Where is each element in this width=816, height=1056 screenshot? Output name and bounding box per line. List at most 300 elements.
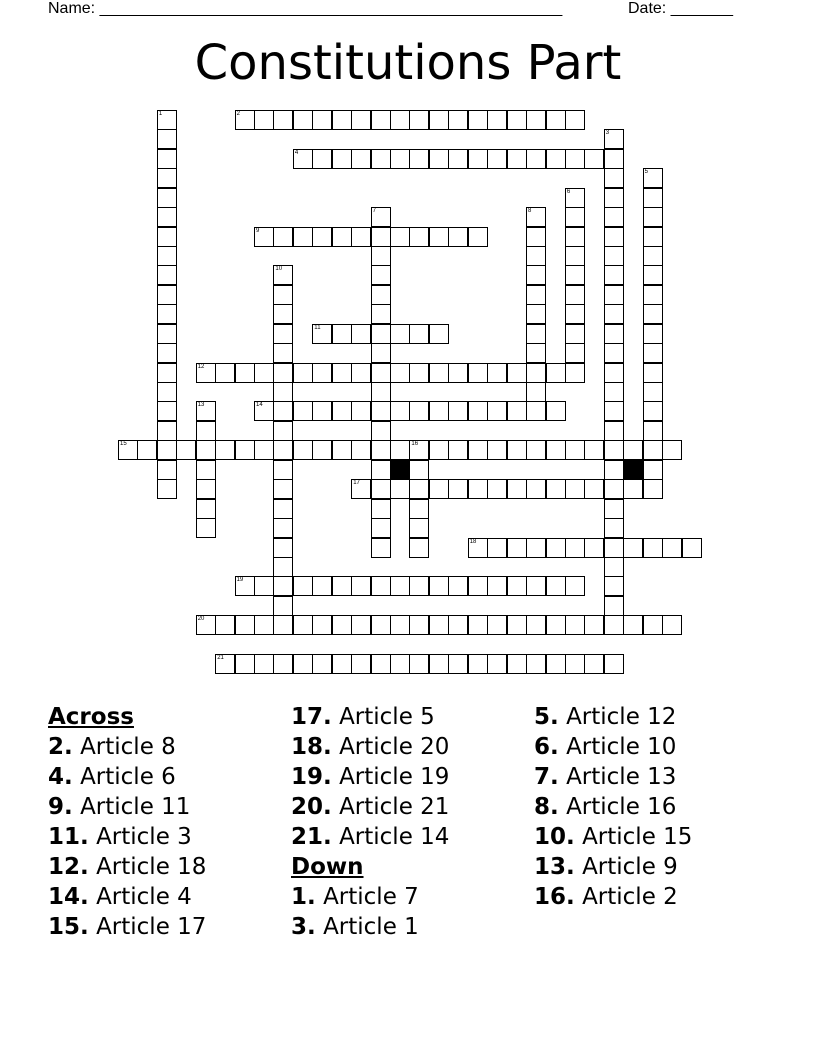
grid-cell[interactable] (293, 654, 313, 674)
grid-cell[interactable] (157, 129, 177, 149)
grid-cell[interactable] (215, 615, 235, 635)
grid-cell[interactable] (526, 382, 546, 402)
grid-cell[interactable] (468, 401, 488, 421)
grid-cell[interactable] (390, 110, 410, 130)
grid-cell[interactable] (273, 576, 293, 596)
grid-cell[interactable] (332, 615, 352, 635)
grid-cell[interactable] (409, 110, 429, 130)
grid-cell[interactable] (604, 324, 624, 344)
grid-cell[interactable] (312, 654, 332, 674)
grid-cell[interactable] (468, 149, 488, 169)
grid-cell[interactable] (157, 304, 177, 324)
grid-cell[interactable] (157, 401, 177, 421)
grid-cell[interactable] (254, 615, 274, 635)
grid-cell[interactable] (507, 149, 527, 169)
grid-cell[interactable] (351, 227, 371, 247)
grid-cell[interactable] (468, 110, 488, 130)
grid-cell[interactable] (273, 538, 293, 558)
grid-cell[interactable] (273, 343, 293, 363)
grid-cell[interactable] (604, 557, 624, 577)
grid-cell[interactable] (526, 479, 546, 499)
grid-cell[interactable] (390, 401, 410, 421)
grid-cell[interactable] (312, 401, 332, 421)
grid-cell[interactable] (565, 227, 585, 247)
grid-cell[interactable] (312, 615, 332, 635)
grid-cell[interactable] (468, 654, 488, 674)
grid-cell[interactable] (157, 382, 177, 402)
grid-cell[interactable] (468, 227, 488, 247)
grid-cell[interactable] (507, 538, 527, 558)
grid-cell[interactable] (273, 401, 293, 421)
grid-cell[interactable] (371, 363, 391, 383)
grid-cell[interactable] (682, 538, 702, 558)
grid-cell[interactable] (371, 479, 391, 499)
grid-cell[interactable] (371, 246, 391, 266)
grid-cell[interactable] (643, 207, 663, 227)
grid-cell[interactable] (643, 382, 663, 402)
grid-cell[interactable] (623, 440, 643, 460)
grid-cell[interactable] (468, 363, 488, 383)
grid-cell[interactable] (409, 324, 429, 344)
grid-cell[interactable] (351, 440, 371, 460)
grid-cell[interactable] (332, 576, 352, 596)
grid-cell[interactable] (604, 654, 624, 674)
grid-cell[interactable] (332, 110, 352, 130)
grid-cell[interactable] (526, 363, 546, 383)
grid-cell[interactable] (487, 479, 507, 499)
grid-cell[interactable] (371, 421, 391, 441)
grid-cell[interactable] (643, 246, 663, 266)
grid-cell[interactable] (565, 440, 585, 460)
grid-cell[interactable] (643, 324, 663, 344)
grid-cell[interactable] (604, 499, 624, 519)
grid-cell[interactable] (293, 227, 313, 247)
grid-cell[interactable] (546, 110, 566, 130)
grid-cell[interactable] (662, 538, 682, 558)
grid-cell[interactable] (332, 149, 352, 169)
grid-cell[interactable] (351, 324, 371, 344)
grid-cell[interactable] (273, 304, 293, 324)
grid-cell[interactable] (429, 440, 449, 460)
grid-cell[interactable] (604, 207, 624, 227)
grid-cell[interactable] (273, 110, 293, 130)
grid-cell[interactable] (565, 615, 585, 635)
grid-cell[interactable] (448, 227, 468, 247)
grid-cell[interactable] (196, 499, 216, 519)
grid-cell[interactable] (584, 149, 604, 169)
grid-cell[interactable] (623, 538, 643, 558)
grid-cell[interactable] (604, 265, 624, 285)
grid-cell[interactable] (448, 110, 468, 130)
grid-cell[interactable] (409, 149, 429, 169)
grid-cell[interactable] (273, 382, 293, 402)
grid-cell[interactable] (215, 363, 235, 383)
grid-cell[interactable] (157, 168, 177, 188)
grid-cell[interactable] (429, 576, 449, 596)
grid-cell[interactable] (273, 479, 293, 499)
grid-cell[interactable] (526, 401, 546, 421)
grid-cell[interactable] (643, 401, 663, 421)
grid-cell[interactable] (487, 576, 507, 596)
grid-cell[interactable] (390, 615, 410, 635)
grid-cell[interactable] (293, 576, 313, 596)
grid-cell[interactable] (604, 401, 624, 421)
grid-cell[interactable] (468, 479, 488, 499)
grid-cell[interactable] (565, 285, 585, 305)
grid-cell[interactable] (604, 576, 624, 596)
grid-cell[interactable] (546, 615, 566, 635)
grid-cell[interactable] (312, 363, 332, 383)
grid-cell[interactable] (332, 654, 352, 674)
grid-cell[interactable] (643, 460, 663, 480)
grid-cell[interactable] (565, 110, 585, 130)
grid-cell[interactable] (507, 363, 527, 383)
grid-cell[interactable] (565, 479, 585, 499)
grid-cell[interactable] (507, 615, 527, 635)
grid-cell[interactable] (254, 654, 274, 674)
grid-cell[interactable] (487, 110, 507, 130)
grid-cell[interactable] (546, 654, 566, 674)
grid-cell[interactable] (273, 324, 293, 344)
grid-cell[interactable] (468, 615, 488, 635)
grid-cell[interactable] (429, 363, 449, 383)
grid-cell[interactable] (623, 615, 643, 635)
grid-cell[interactable] (604, 227, 624, 247)
grid-cell[interactable] (643, 227, 663, 247)
grid-cell[interactable] (351, 363, 371, 383)
grid-cell[interactable] (273, 557, 293, 577)
grid-cell[interactable] (273, 460, 293, 480)
grid-cell[interactable] (448, 615, 468, 635)
grid-cell[interactable] (390, 654, 410, 674)
grid-cell[interactable] (643, 343, 663, 363)
grid-cell[interactable] (526, 110, 546, 130)
grid-cell[interactable] (409, 538, 429, 558)
grid-cell[interactable] (137, 440, 157, 460)
grid-cell[interactable] (157, 440, 177, 460)
grid-cell[interactable] (487, 440, 507, 460)
grid-cell[interactable] (196, 518, 216, 538)
grid-cell[interactable] (371, 654, 391, 674)
grid-cell[interactable] (507, 110, 527, 130)
grid-cell[interactable] (429, 615, 449, 635)
grid-cell[interactable] (584, 654, 604, 674)
grid-cell[interactable] (273, 285, 293, 305)
grid-cell[interactable] (332, 227, 352, 247)
grid-cell[interactable] (546, 479, 566, 499)
grid-cell[interactable] (448, 576, 468, 596)
grid-cell[interactable] (235, 440, 255, 460)
grid-cell[interactable] (312, 440, 332, 460)
grid-cell[interactable] (371, 110, 391, 130)
grid-cell[interactable] (429, 654, 449, 674)
grid-cell[interactable] (409, 499, 429, 519)
grid-cell[interactable] (604, 149, 624, 169)
grid-cell[interactable] (409, 363, 429, 383)
grid-cell[interactable] (409, 479, 429, 499)
grid-cell[interactable] (293, 401, 313, 421)
grid-cell[interactable] (604, 188, 624, 208)
grid-cell[interactable] (429, 227, 449, 247)
grid-cell[interactable] (487, 654, 507, 674)
grid-cell[interactable] (507, 401, 527, 421)
grid-cell[interactable] (371, 149, 391, 169)
grid-cell[interactable] (565, 304, 585, 324)
grid-cell[interactable] (157, 149, 177, 169)
grid-cell[interactable] (371, 538, 391, 558)
grid-cell[interactable] (293, 363, 313, 383)
grid-cell[interactable] (526, 265, 546, 285)
grid-cell[interactable] (157, 343, 177, 363)
grid-cell[interactable] (565, 654, 585, 674)
grid-cell[interactable] (565, 576, 585, 596)
grid-cell[interactable] (332, 324, 352, 344)
grid-cell[interactable] (157, 363, 177, 383)
grid-cell[interactable] (293, 615, 313, 635)
grid-cell[interactable] (390, 440, 410, 460)
grid-cell[interactable] (332, 401, 352, 421)
grid-cell[interactable] (487, 401, 507, 421)
grid-cell[interactable] (448, 363, 468, 383)
grid-cell[interactable] (196, 460, 216, 480)
grid-cell[interactable] (409, 460, 429, 480)
grid-cell[interactable] (273, 615, 293, 635)
grid-cell[interactable] (351, 110, 371, 130)
grid-cell[interactable] (409, 518, 429, 538)
grid-cell[interactable] (643, 285, 663, 305)
grid-cell[interactable] (351, 615, 371, 635)
grid-cell[interactable] (604, 479, 624, 499)
grid-cell[interactable] (312, 110, 332, 130)
grid-cell[interactable] (273, 421, 293, 441)
grid-cell[interactable] (643, 538, 663, 558)
grid-cell[interactable] (643, 615, 663, 635)
grid-cell[interactable] (643, 304, 663, 324)
grid-cell[interactable] (546, 440, 566, 460)
grid-cell[interactable] (604, 285, 624, 305)
grid-cell[interactable] (526, 285, 546, 305)
grid-cell[interactable] (526, 324, 546, 344)
grid-cell[interactable] (273, 227, 293, 247)
grid-cell[interactable] (584, 479, 604, 499)
grid-cell[interactable] (176, 440, 196, 460)
grid-cell[interactable] (526, 440, 546, 460)
grid-cell[interactable] (273, 654, 293, 674)
grid-cell[interactable] (604, 246, 624, 266)
grid-cell[interactable] (604, 615, 624, 635)
grid-cell[interactable] (371, 576, 391, 596)
grid-cell[interactable] (507, 654, 527, 674)
grid-cell[interactable] (623, 479, 643, 499)
grid-cell[interactable] (235, 654, 255, 674)
grid-cell[interactable] (448, 440, 468, 460)
grid-cell[interactable] (604, 304, 624, 324)
grid-cell[interactable] (371, 499, 391, 519)
grid-cell[interactable] (565, 343, 585, 363)
grid-cell[interactable] (507, 479, 527, 499)
clue-number: 21 (217, 655, 224, 661)
grid-cell[interactable] (448, 149, 468, 169)
grid-cell[interactable] (584, 440, 604, 460)
grid-cell[interactable] (565, 363, 585, 383)
grid-cell[interactable] (409, 615, 429, 635)
grid-cell[interactable] (429, 324, 449, 344)
grid-cell[interactable] (643, 421, 663, 441)
grid-cell[interactable] (604, 168, 624, 188)
grid-cell[interactable] (371, 615, 391, 635)
grid-cell[interactable] (584, 538, 604, 558)
grid-cell[interactable] (196, 440, 216, 460)
grid-cell[interactable] (254, 363, 274, 383)
grid-cell[interactable] (351, 401, 371, 421)
grid-cell[interactable] (273, 440, 293, 460)
grid-cell[interactable] (604, 460, 624, 480)
grid-cell[interactable] (409, 401, 429, 421)
grid-cell[interactable] (429, 479, 449, 499)
grid-cell[interactable] (487, 149, 507, 169)
grid-cell[interactable] (196, 479, 216, 499)
grid-cell[interactable] (371, 401, 391, 421)
grid-cell[interactable] (390, 576, 410, 596)
grid-cell[interactable] (157, 227, 177, 247)
grid-cell[interactable] (507, 576, 527, 596)
grid-cell[interactable] (429, 110, 449, 130)
grid-cell[interactable] (604, 421, 624, 441)
grid-cell[interactable] (157, 324, 177, 344)
grid-cell[interactable] (604, 363, 624, 383)
grid-cell[interactable] (604, 382, 624, 402)
grid-cell[interactable] (390, 363, 410, 383)
grid-cell[interactable] (409, 227, 429, 247)
grid-cell[interactable] (254, 110, 274, 130)
grid-cell[interactable] (390, 149, 410, 169)
grid-cell[interactable] (662, 615, 682, 635)
grid-cell[interactable] (584, 615, 604, 635)
grid-cell[interactable] (643, 440, 663, 460)
grid-cell[interactable] (157, 188, 177, 208)
grid-cell[interactable] (371, 285, 391, 305)
grid-cell[interactable] (273, 518, 293, 538)
grid-cell[interactable] (254, 440, 274, 460)
grid-cell[interactable] (546, 149, 566, 169)
grid-cell[interactable] (526, 615, 546, 635)
grid-cell[interactable] (448, 401, 468, 421)
grid-cell[interactable] (546, 363, 566, 383)
grid-cell[interactable] (312, 227, 332, 247)
grid-cell[interactable] (390, 324, 410, 344)
grid-cell[interactable] (371, 382, 391, 402)
grid-cell[interactable] (157, 460, 177, 480)
grid-cell[interactable] (565, 324, 585, 344)
grid-cell[interactable] (643, 188, 663, 208)
grid-cell[interactable] (526, 654, 546, 674)
grid-cell[interactable] (546, 538, 566, 558)
grid-cell[interactable] (157, 479, 177, 499)
grid-cell[interactable] (157, 207, 177, 227)
grid-cell[interactable] (371, 227, 391, 247)
grid-cell[interactable] (371, 518, 391, 538)
grid-cell[interactable] (526, 149, 546, 169)
grid-cell[interactable] (565, 149, 585, 169)
grid-cell[interactable] (254, 576, 274, 596)
grid-cell[interactable] (565, 265, 585, 285)
grid-cell[interactable] (448, 479, 468, 499)
grid-cell[interactable] (235, 615, 255, 635)
grid-cell[interactable] (643, 363, 663, 383)
grid-cell[interactable] (526, 343, 546, 363)
grid-cell[interactable] (526, 246, 546, 266)
grid-cell[interactable] (507, 440, 527, 460)
grid-cell[interactable] (468, 440, 488, 460)
grid-cell[interactable] (604, 538, 624, 558)
grid-cell[interactable] (273, 596, 293, 616)
grid-cell[interactable] (429, 149, 449, 169)
grid-cell[interactable] (390, 479, 410, 499)
grid-cell[interactable] (487, 538, 507, 558)
grid-cell[interactable] (526, 576, 546, 596)
grid-cell[interactable] (546, 576, 566, 596)
grid-cell[interactable] (643, 265, 663, 285)
grid-cell[interactable] (604, 518, 624, 538)
grid-cell[interactable] (487, 363, 507, 383)
grid-cell[interactable] (312, 149, 332, 169)
grid-cell[interactable] (293, 110, 313, 130)
grid-cell[interactable] (371, 460, 391, 480)
grid-cell[interactable] (643, 479, 663, 499)
grid-cell[interactable] (196, 421, 216, 441)
grid-cell[interactable] (409, 654, 429, 674)
grid-cell[interactable] (235, 363, 255, 383)
grid-cell[interactable] (157, 265, 177, 285)
grid-cell[interactable] (351, 576, 371, 596)
grid-cell[interactable] (157, 285, 177, 305)
grid-cell[interactable] (487, 615, 507, 635)
grid-cell[interactable] (526, 538, 546, 558)
grid-cell[interactable] (312, 576, 332, 596)
grid-cell[interactable] (468, 576, 488, 596)
grid-cell[interactable] (332, 440, 352, 460)
grid-cell[interactable] (371, 324, 391, 344)
grid-cell[interactable] (409, 576, 429, 596)
grid-cell[interactable] (390, 227, 410, 247)
grid-cell[interactable] (565, 246, 585, 266)
grid-cell[interactable] (604, 343, 624, 363)
grid-cell[interactable] (526, 227, 546, 247)
grid-cell[interactable] (293, 440, 313, 460)
grid-cell[interactable] (526, 304, 546, 324)
grid-cell[interactable] (604, 596, 624, 616)
grid-cell[interactable] (371, 343, 391, 363)
grid-cell[interactable] (371, 265, 391, 285)
grid-cell[interactable] (215, 440, 235, 460)
grid-cell[interactable] (273, 363, 293, 383)
grid-cell[interactable] (157, 246, 177, 266)
grid-cell[interactable] (371, 304, 391, 324)
grid-cell[interactable] (662, 440, 682, 460)
grid-cell[interactable] (351, 654, 371, 674)
grid-cell[interactable] (371, 440, 391, 460)
grid-cell[interactable] (351, 149, 371, 169)
grid-cell[interactable] (273, 499, 293, 519)
grid-cell[interactable] (546, 401, 566, 421)
grid-cell[interactable] (565, 538, 585, 558)
grid-cell[interactable] (332, 363, 352, 383)
grid-cell[interactable] (565, 207, 585, 227)
grid-cell[interactable] (429, 401, 449, 421)
grid-cell[interactable] (604, 440, 624, 460)
grid-cell[interactable] (157, 421, 177, 441)
grid-cell[interactable] (448, 654, 468, 674)
